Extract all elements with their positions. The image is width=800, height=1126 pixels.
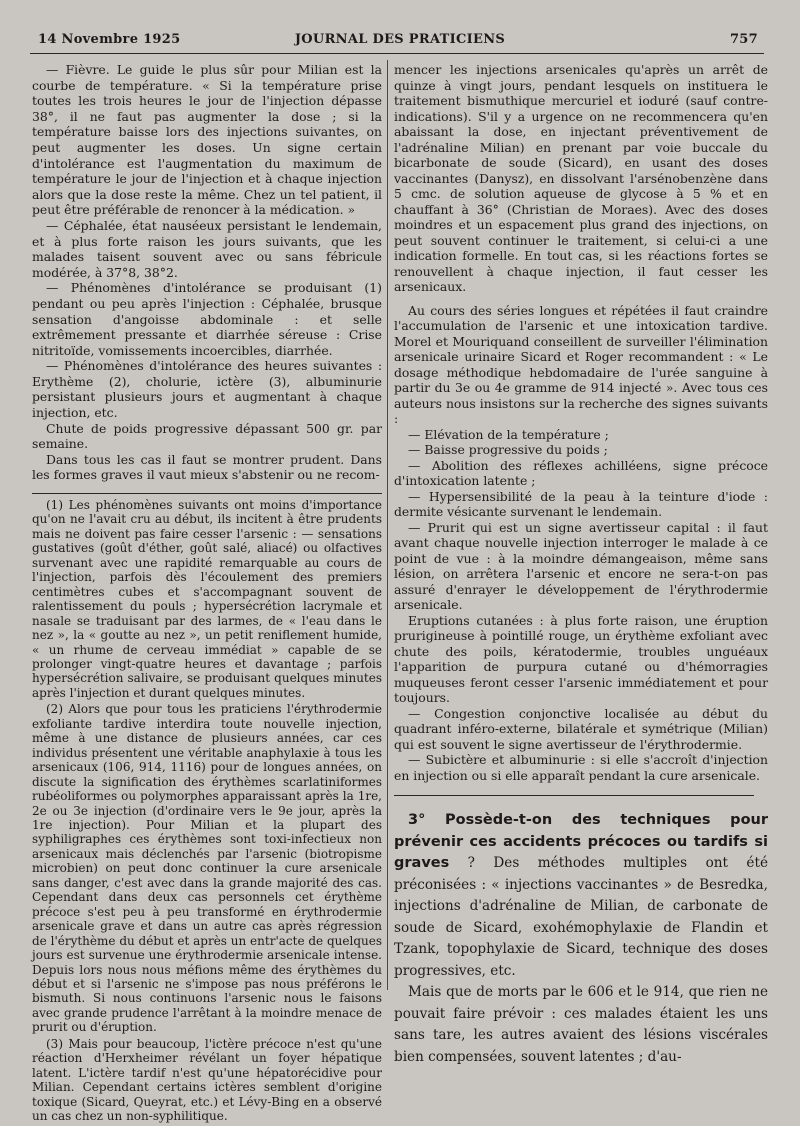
sign-congestion: — Congestion conjonctive localisée au début du quadrant inféro-externe, bilatérale et symétrique (Milian) qui est souvent le signe avertisseur de l'érythrodermie. bbox=[394, 705, 768, 752]
section-3-heading: 3° Possède-t-on des techniques pour prévenir ces accidents précoces ou tardifs si graves bbox=[394, 812, 768, 871]
issue-date: 14 Novembre 1925 bbox=[38, 32, 181, 47]
footnote-1: (1) Les phénomènes suivants ont moins d'importance qu'on ne l'avait cru au début, ils incitent à être prudents mais ne doivent pas faire cesser l'arsenic : — sensations gustatives (goût d'éther, goût salé, aliacé) ou olfactives survenant avec une rapidité remarquable au cours de l'injection, parfois dès l'écoulement des premiers centimètres cubes et s'accompagnant souvent de ralentissement du pouls ; hypersécrétion lacrymale et nasale se traduisant par des larmes, de « l'eau dans le nez », la « goutte au nez », un petit reniflement humide, « un rhume de cerveau immédiat » capable de se prolonger vingt-quatre heures et davantage ; parfois hypersécrétion salivaire, se produisant quelques minutes après l'injection et durant quelques minutes. bbox=[32, 498, 382, 700]
sign-temperature: — Elévation de la température ; bbox=[408, 426, 609, 442]
footnotes bbox=[32, 493, 382, 1123]
sign-weight: — Baisse progressive du poids ; bbox=[408, 442, 608, 457]
sign-prurit: — Prurit qui est un signe avertisseur capital : il faut avant chaque nouvelle injection interroger le malade à ce point de vue : à la moindre démangeaison, même sans lésion, on arrêtera l'arsenic et encore ne sera-t-on pas assuré d'enrayer le développement de l'érythrodermie arsenicale. bbox=[394, 519, 768, 612]
column-divider bbox=[387, 60, 388, 990]
page-number: 757 bbox=[729, 32, 758, 47]
sign-reflexes: — Abolition des réflexes achilléens, signe précoce d'intoxication latente ; bbox=[394, 457, 768, 488]
intolerance-hours-paragraph: — Phénomènes d'intolérance des heures suivantes : Erythème (2), cholurie, ictère (3), albuminurie persistant plusieurs jours et augmentant à chaque injection, etc. bbox=[32, 358, 382, 421]
resume-injections-paragraph: mencer les injections arsenicales qu'après un arrêt de quinze à vingt jours, pendant lesquels on instituera le traitement bismuthique mercuriel et ioduré (sauf contre-indications). S'il y a urgence on ne recommencera qu'en abaissant la dose, en injectant préventivement de l'adrénaline Milian) en prenant par voie buccale du bicarbonate de soude (Sicard), en usant des doses vaccinantes (Danysz), en dissolvant l'arsénobenzène dans 5 cmc. de solution aqueuse de glycose à 5 % et en chauffant à 36° (Christian de Moraes). Avec des doses moindres et un espacement plus grand des injections, on peut souvent continuer le traitement, si celui-ci a une indication formelle. En tout cas, si les réactions fortes se renouvellent à chaque injection, il faut cesser les arsenicaux. bbox=[394, 62, 768, 294]
section-3-paragraph bbox=[394, 810, 768, 982]
header-rule bbox=[30, 53, 764, 54]
weight-loss-paragraph: Chute de poids progressive dépassant 500 gr. par semaine. bbox=[32, 420, 382, 452]
fever-paragraph: — Fièvre. Le guide le plus sûr pour Milian est la courbe de température. « Si la température prise toutes les trois heures le jour de l'injection dépasse 38°, il ne faut pas augmenter la dose ; si la température baisse lors des injections suivantes, on peut augmenter les doses. Un signe certain d'intolérance est l'augmentation du maximum de température le jour de l'injection et à chaque injection alors que la dose reste la même. Chez un tel patient, il peut être préférable de renoncer à la médication. » bbox=[32, 62, 382, 218]
footnote-3: (3) Mais pour beaucoup, l'ictère précoce n'est qu'une réaction d'Herxheimer révélant un foyer hépatique latent. L'ictère tardif n'est qu'une hépatorécidive pour Milian. Cependant certains ictères semblent d'origine toxique (Sicard, Queyrat, etc.) et Lévy-Bing en a observé un cas chez un non-syphilitique. bbox=[32, 1036, 382, 1124]
right-column bbox=[394, 62, 768, 1068]
sign-eruptions: Eruptions cutanées : à plus forte raison, une éruption prurigineuse à pointillé rouge, un érythème exfoliant avec chute des poils, kératodermie, troubles unguéaux l'apparition de purpura cutané ou d'hémorragies muqueuses feront cesser l'arsenic immédiatement et pour toujours. bbox=[394, 612, 768, 705]
right-main-text bbox=[394, 62, 768, 783]
section-rule bbox=[394, 795, 754, 796]
sign-iodine: — Hypersensibilité de la peau à la teinture d'iode : dermite vésicante survenant le lendemain. bbox=[394, 488, 768, 519]
caution-paragraph: Dans tous les cas il faut se montrer prudent. Dans les formes graves il vaut mieux s'abstenir ou ne recom- bbox=[32, 451, 382, 483]
left-column bbox=[32, 62, 382, 1126]
left-main-text bbox=[32, 62, 382, 483]
section-3-text: ? Des méthodes multiples ont été préconisées : « injections vaccinantes » de Besredka, injections d'adrénaline de Milian, de carbonate de soude de Sicard, exohémophylaxie de Flandin et Tzank, topophylaxie de Sicard, technique des doses progressives, etc. bbox=[394, 855, 768, 979]
cephalee-paragraph: — Céphalée, état nauséeux persistant le lendemain, et à plus forte raison les jours suivants, que les malades taisent souvent avec ou sans fébricule modérée, à 37°8, 38°2. bbox=[32, 217, 382, 280]
sign-subictere: — Subictère et albuminurie : si elle s'accroît d'injection en injection ou si elle apparaît pendant la cure arsenicale. bbox=[394, 752, 768, 783]
intolerance-immediate-paragraph: — Phénomènes d'intolérance se produisant (1) pendant ou peu après l'injection : Céphalée, brusque sensation d'angoisse abdominale : et selle extrêmement pressante et diarrhée séreuse : Crise nitritoïde, vomissements incoercibles, diarrhée. bbox=[32, 280, 382, 358]
section-3 bbox=[394, 810, 768, 1068]
section-3-paragraph-2: Mais que de morts par le 606 et le 914, que rien ne pouvait faire prévoir : ces malades étaient les uns sans tare, les autres avaient des lésions viscérales bien compensées, souvent latentes ; d'au- bbox=[394, 984, 768, 1065]
journal-title: JOURNAL DES PRATICIENS bbox=[294, 32, 506, 47]
long-series-paragraph: Au cours des séries longues et répétées il faut craindre l'accumulation de l'arsenic et une intoxication tardive. Morel et Mouriquand conseillent de surveiller l'élimination arsenicale urinaire Sicard et Roger recommandent : « Le dosage méthodique hebdomadaire de l'urée sanguine à partir du 3e ou 4e gramme de 914 injecté ». Avec tous ces auteurs nous insistons sur la recherche des signes suivants : bbox=[394, 302, 768, 426]
footnote-2: (2) Alors que pour tous les praticiens l'érythrodermie exfoliante tardive interdira toute nouvelle injection, même à une distance de plusieurs années, car ces individus présentent une véritable anaphylaxie à tous les arsenicaux (106, 914, 1116) pour de longues années, on discute la signification des érythèmes scarlatiniformes rubéoliformes ou polymorphes apparaissant après la 1re, 2e ou 3e injection (d'ordinaire vers le 9e jour, après la 1re injection). Pour Milian et la plupart des syphiligraphes ces érythèmes sont toxi-infectieux non arsenicaux mais déclenchés par l'arsenic (biotropisme microbien) on peut donc continuer la cure arsenicale sans danger, c'est avec dans la grande majorité des cas. Cependant dans deux cas personnels cet érythème précoce s'est peu à peu transformé en érythrodermie arsenicale grave et dans un autre cas après régression de l'érythème du début et après un entr'acte de quelques jours est survenue une érythrodermie arsenicale intense. Depuis lors nous nous méfions même des érythèmes du début et si l'arsenic ne s'impose pas nous préférons le bismuth. Si nous continuons l'arsenic nous le faisons avec grande prudence l'arrêtant à la moindre menace de prurit ou d'éruption. bbox=[32, 702, 382, 1035]
